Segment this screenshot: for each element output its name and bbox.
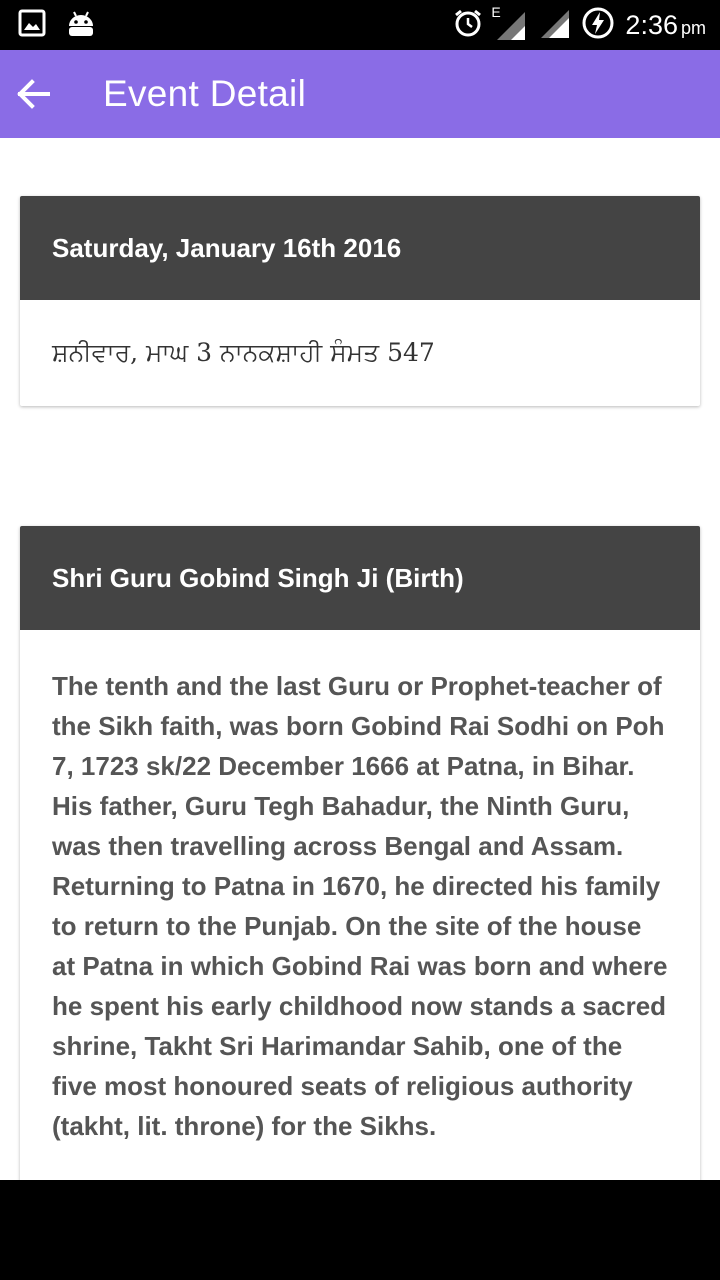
status-bar — [0, 0, 720, 50]
clock — [625, 10, 706, 41]
battery-charging-icon — [581, 6, 615, 44]
alarm-icon — [453, 8, 483, 42]
event-description: The tenth and the last Guru or Prophet-teacher of the Sikh faith, was born Gobind Rai Sodhi on Poh 7, 1723 sk/22 December 1666 at Patna, in Bihar. His father, Guru Tegh Bahadur, the Ninth Guru, was then travelling across Bengal and Assam. Returning to Patna in 1670, he directed his family to return to the Punjab. On the site of the house at Patna in which Gobind Rai was born and where he spent his early childhood now stands a sacred shrine, Takht Sri Harimandar Sahib, one of the five most honoured seats of religious authority (takht, lit. throne) for the Sikhs. — [52, 671, 668, 1141]
page-title: Event Detail — [103, 73, 307, 114]
date-heading: Saturday, January 16th 2016 — [20, 196, 700, 300]
event-detail-content[interactable] — [0, 138, 720, 1180]
clock-time: 2:36 — [625, 9, 678, 40]
signal-e-icon — [491, 4, 527, 42]
event-heading: Shri Guru Gobind Singh Ji (Birth) — [20, 526, 700, 630]
back-button[interactable] — [14, 74, 54, 114]
image-icon — [18, 9, 46, 41]
nanakshahi-date: ਸ਼ਨੀਵਾਰ, ਮਾਘ 3 ਨਾਨਕਸ਼ਾਹੀ ਸੰਮਤ 547 — [52, 338, 435, 367]
android-icon — [66, 8, 96, 42]
network-type-label: E — [491, 4, 501, 20]
arrow-back-icon — [14, 74, 54, 114]
clock-ampm: pm — [680, 17, 706, 38]
navigation-bar — [0, 1180, 720, 1280]
app-bar — [0, 50, 720, 138]
event-card — [20, 526, 700, 1180]
signal-icon — [537, 6, 571, 44]
date-card — [20, 196, 700, 406]
